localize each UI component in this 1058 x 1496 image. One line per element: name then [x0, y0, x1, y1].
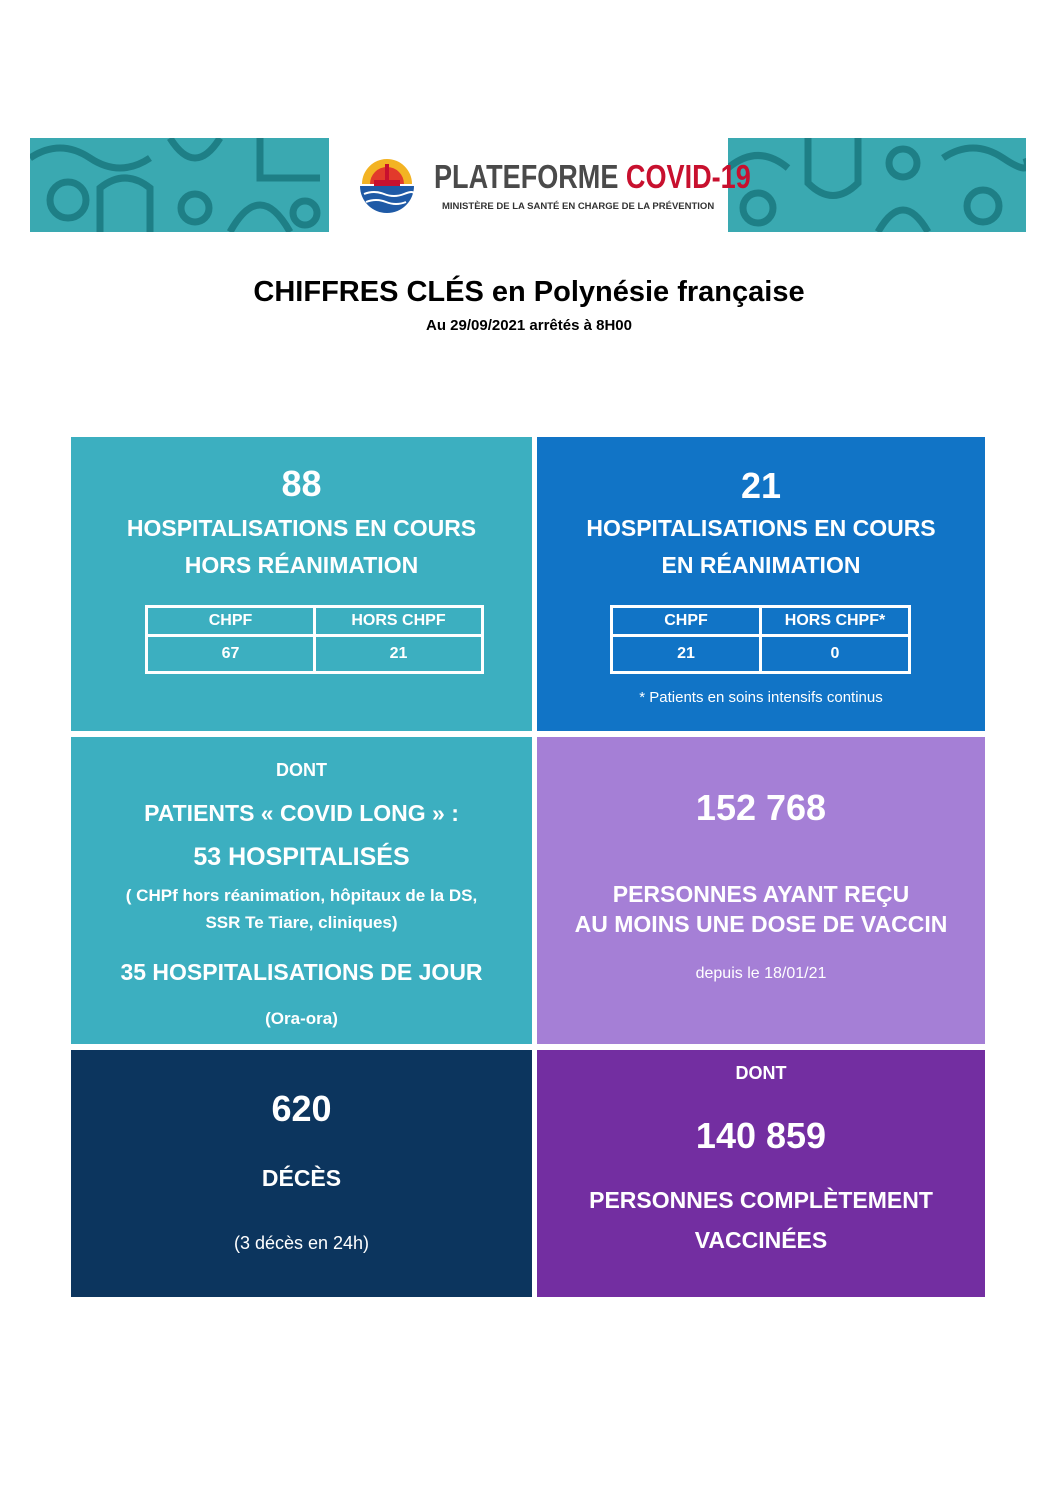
deces-value: 620: [271, 1088, 332, 1129]
covid-long-detail-3: (Ora-ora): [265, 1009, 338, 1028]
panel-hospitalisations-reanimation: [537, 437, 985, 731]
page-subtitle: Au 29/09/2021 arrêtés à 8H00: [426, 317, 632, 334]
panel-covid-long: [71, 737, 532, 1044]
covid-long-dont: DONT: [276, 760, 327, 780]
vaccin-complet-label-1: PERSONNES COMPLÈTEMENT: [589, 1187, 933, 1213]
covid-long-detail-1: ( CHPf hors réanimation, hôpitaux de la DS,: [125, 886, 478, 905]
rea-val-hors-chpf: 0: [761, 636, 910, 673]
vaccin-dose-detail: depuis le 18/01/21: [695, 965, 827, 982]
hors-rea-col-chpf: CHPF: [147, 607, 315, 636]
rea-label-1: HOSPITALISATIONS EN COURS: [586, 515, 936, 541]
deces-label: DÉCÈS: [261, 1165, 342, 1191]
plateforme-covid-logo: [352, 148, 751, 224]
decorative-banner-right: [728, 138, 1026, 232]
hors-rea-table: [145, 605, 484, 674]
deces-detail: (3 décès en 24h): [233, 1233, 370, 1253]
logo-title-covid: COVID-19: [625, 158, 751, 195]
vaccin-dose-value: 152 768: [695, 787, 827, 828]
vaccin-complet-value: 140 859: [695, 1115, 827, 1156]
rea-label-2: EN RÉANIMATION: [661, 552, 861, 578]
covid-long-label-2: 53 HOSPITALISÉS: [193, 843, 410, 871]
decorative-banner-left: [30, 138, 329, 232]
hors-rea-label-1: HOSPITALISATIONS EN COURS: [126, 515, 477, 541]
covid-long-detail-2: SSR Te Tiare, cliniques): [205, 913, 398, 932]
polynesia-emblem-icon: [352, 150, 422, 220]
covid-long-label-3: 35 HOSPITALISATIONS DE JOUR: [120, 959, 483, 985]
vaccin-dose-label-1: PERSONNES AYANT REÇU: [612, 881, 910, 907]
logo-title: [434, 158, 751, 196]
logo-subtitle: MINISTÈRE DE LA SANTÉ EN CHARGE DE LA PRÉVENTION: [442, 201, 715, 212]
hors-rea-value: 88: [281, 463, 322, 504]
panel-hospitalisations-hors-reanimation: [71, 437, 532, 731]
rea-table: [610, 605, 911, 674]
vaccin-complet-label-2: VACCINÉES: [694, 1227, 828, 1253]
vaccin-dose-label-2: AU MOINS UNE DOSE DE VACCIN: [574, 911, 948, 937]
hors-rea-val-chpf: 67: [147, 636, 315, 673]
hors-rea-val-hors-chpf: 21: [315, 636, 483, 673]
panel-deces: [71, 1050, 532, 1297]
rea-col-chpf: CHPF: [612, 607, 761, 636]
vaccin-complet-dont: DONT: [735, 1063, 787, 1083]
covid-long-label-1: PATIENTS « COVID LONG » :: [144, 800, 459, 826]
logo-title-platform: PLATEFORME: [434, 158, 619, 195]
rea-footnote: * Patients en soins intensifs continus: [639, 689, 883, 706]
panel-vaccin-une-dose: [537, 737, 985, 1044]
rea-value: 21: [740, 465, 782, 506]
hors-rea-col-hors-chpf: HORS CHPF: [315, 607, 483, 636]
page-title: CHIFFRES CLÉS en Polynésie française: [253, 276, 805, 308]
hors-rea-label-2: HORS RÉANIMATION: [184, 552, 419, 578]
rea-val-chpf: 21: [612, 636, 761, 673]
rea-col-hors-chpf: HORS CHPF*: [761, 607, 910, 636]
panel-vaccin-complet: [537, 1050, 985, 1297]
